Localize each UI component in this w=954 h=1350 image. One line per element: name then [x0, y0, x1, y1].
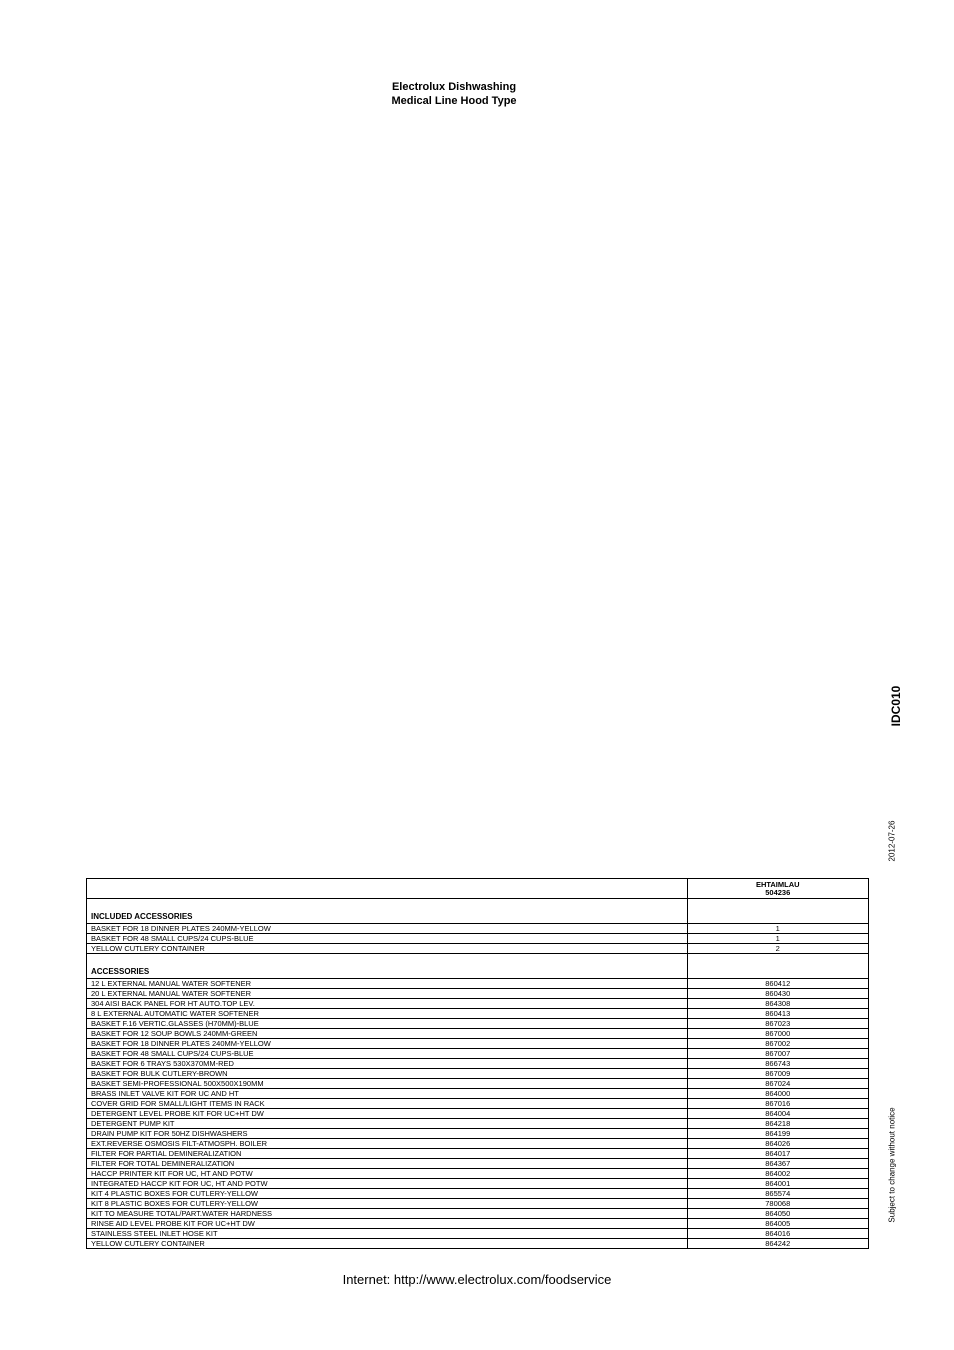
item-value: 864017	[687, 1149, 868, 1159]
table-row	[87, 1079, 868, 1089]
table-row	[87, 1019, 868, 1029]
section-blank-cell	[687, 899, 868, 924]
item-name: BASKET FOR 48 SMALL CUPS/24 CUPS-BLUE	[87, 934, 687, 944]
item-name: BASKET FOR 6 TRAYS 530X370MM-RED	[87, 1059, 687, 1069]
item-value: 867007	[687, 1049, 868, 1059]
change-notice: Subject to change without notice	[887, 1107, 897, 1223]
table-row	[87, 979, 868, 989]
item-value: 867023	[687, 1019, 868, 1029]
table-row	[87, 1199, 868, 1209]
item-name: BRASS INLET VALVE KIT FOR UC AND HT	[87, 1089, 687, 1099]
item-name: BASKET F.16 VERTIC.GLASSES (H70MM)-BLUE	[87, 1019, 687, 1029]
table-row	[87, 1229, 868, 1239]
item-value: 860413	[687, 1009, 868, 1019]
table-row	[87, 999, 868, 1009]
item-value: 864026	[687, 1139, 868, 1149]
title-line-2: Medical Line Hood Type	[391, 95, 517, 107]
table-row	[87, 1009, 868, 1019]
table-row	[87, 924, 868, 934]
item-name: YELLOW CUTLERY CONTAINER	[87, 944, 687, 954]
accessories-section-row	[87, 954, 868, 979]
table-row	[87, 1189, 868, 1199]
item-name: DETERGENT LEVEL PROBE KIT FOR UC+HT DW	[87, 1109, 687, 1119]
item-name: BASKET SEMI-PROFESSIONAL 500X500X190MM	[87, 1079, 687, 1089]
included-section-title: INCLUDED ACCESSORIES	[87, 899, 687, 924]
footer-url: Internet: http://www.electrolux.com/foodservice	[342, 1272, 612, 1287]
item-value: 866743	[687, 1059, 868, 1069]
item-name: 20 L EXTERNAL MANUAL WATER SOFTENER	[87, 989, 687, 999]
item-name: 8 L EXTERNAL AUTOMATIC WATER SOFTENER	[87, 1009, 687, 1019]
header-blank-cell	[87, 879, 687, 899]
item-name: FILTER FOR PARTIAL DEMINERALIZATION	[87, 1149, 687, 1159]
table-row	[87, 1129, 868, 1139]
item-name: DETERGENT PUMP KIT	[87, 1119, 687, 1129]
item-name: YELLOW CUTLERY CONTAINER	[91, 1239, 205, 1248]
title-line-1: Electrolux Dishwashing	[391, 81, 517, 93]
table-row	[87, 1169, 868, 1179]
table-row	[87, 1099, 868, 1109]
item-name: KIT 8 PLASTIC BOXES FOR CUTLERY-YELLOW	[87, 1199, 687, 1209]
item-value: 860430	[687, 989, 868, 999]
item-value: 780068	[687, 1199, 868, 1209]
table-row	[87, 944, 868, 954]
document-date: 2012-07-26	[887, 820, 897, 862]
table-row	[87, 1179, 868, 1189]
item-value: 864367	[687, 1159, 868, 1169]
item-name: RINSE AID LEVEL PROBE KIT FOR UC+HT DW	[87, 1219, 687, 1229]
accessories-section-title: ACCESSORIES	[87, 954, 687, 979]
item-value: 1	[687, 924, 868, 934]
table-row	[87, 1029, 868, 1039]
item-name: 12 L EXTERNAL MANUAL WATER SOFTENER	[87, 979, 687, 989]
item-name: KIT TO MEASURE TOTAL/PART.WATER HARDNESS	[87, 1209, 687, 1219]
item-name: HACCP PRINTER KIT FOR UC, HT AND POTW	[87, 1169, 687, 1179]
item-value: 864050	[687, 1209, 868, 1219]
item-value: 864005	[687, 1219, 868, 1229]
table-row	[87, 1139, 868, 1149]
table-row	[87, 1039, 868, 1049]
item-value: 867002	[687, 1039, 868, 1049]
item-value: 864002	[687, 1169, 868, 1179]
document-code: IDC010	[889, 685, 903, 727]
item-value: 867016	[687, 1099, 868, 1109]
table-row	[87, 1239, 868, 1249]
item-name: INTEGRATED HACCP KIT FOR UC, HT AND POTW	[87, 1179, 687, 1189]
item-value: 864242	[687, 1239, 868, 1249]
table-row	[87, 1049, 868, 1059]
table-row	[87, 934, 868, 944]
item-name: STAINLESS STEEL INLET HOSE KIT	[87, 1229, 687, 1239]
item-name: 304 AISI BACK PANEL FOR HT AUTO.TOP LEV.	[87, 999, 687, 1009]
item-name: BASKET FOR 48 SMALL CUPS/24 CUPS-BLUE	[87, 1049, 687, 1059]
accessories-table	[86, 878, 869, 1249]
item-name: DRAIN PUMP KIT FOR 50HZ DISHWASHERS	[87, 1129, 687, 1139]
item-name: BASKET FOR 12 SOUP BOWLS 240MM-GREEN	[87, 1029, 687, 1039]
item-value: 867024	[687, 1079, 868, 1089]
item-value: 864218	[687, 1119, 868, 1129]
item-value: 864308	[687, 999, 868, 1009]
item-value: 864001	[687, 1179, 868, 1189]
item-name: KIT 4 PLASTIC BOXES FOR CUTLERY-YELLOW	[87, 1189, 687, 1199]
section-blank-cell	[687, 954, 868, 979]
item-value: 864016	[687, 1229, 868, 1239]
item-name: BASKET FOR 18 DINNER PLATES 240MM-YELLOW	[87, 1039, 687, 1049]
table-row	[87, 1149, 868, 1159]
table-row	[87, 1069, 868, 1079]
item-name: FILTER FOR TOTAL DEMINERALIZATION	[87, 1159, 687, 1169]
item-value: 1	[687, 934, 868, 944]
table-row	[87, 1159, 868, 1169]
item-value: 860412	[687, 979, 868, 989]
document-title	[0, 80, 908, 108]
item-value: 865574	[687, 1189, 868, 1199]
item-value: 2	[687, 944, 868, 954]
model-name: EHTAIMLAU	[755, 879, 800, 889]
model-header	[687, 879, 868, 899]
item-name: BASKET FOR 18 DINNER PLATES 240MM-YELLOW	[87, 924, 687, 934]
item-value: 864004	[687, 1109, 868, 1119]
item-name: BASKET FOR BULK CUTLERY-BROWN	[87, 1069, 687, 1079]
item-value: 867009	[687, 1069, 868, 1079]
item-name: EXT.REVERSE OSMOSIS FILT-ATMOSPH. BOILER	[87, 1139, 687, 1149]
item-value: 864000	[687, 1089, 868, 1099]
table-row	[87, 989, 868, 999]
table-row	[87, 1089, 868, 1099]
table-row	[87, 1109, 868, 1119]
item-value: 867000	[687, 1029, 868, 1039]
table-row	[87, 1119, 868, 1129]
table-row	[87, 1059, 868, 1069]
item-name: COVER GRID FOR SMALL/LIGHT ITEMS IN RACK	[87, 1099, 687, 1109]
included-section-row	[87, 899, 868, 924]
item-value: 864199	[687, 1129, 868, 1139]
table-row	[87, 1219, 868, 1229]
table-header-row	[87, 879, 868, 899]
table-row	[87, 1209, 868, 1219]
model-number: 504236	[765, 887, 791, 897]
